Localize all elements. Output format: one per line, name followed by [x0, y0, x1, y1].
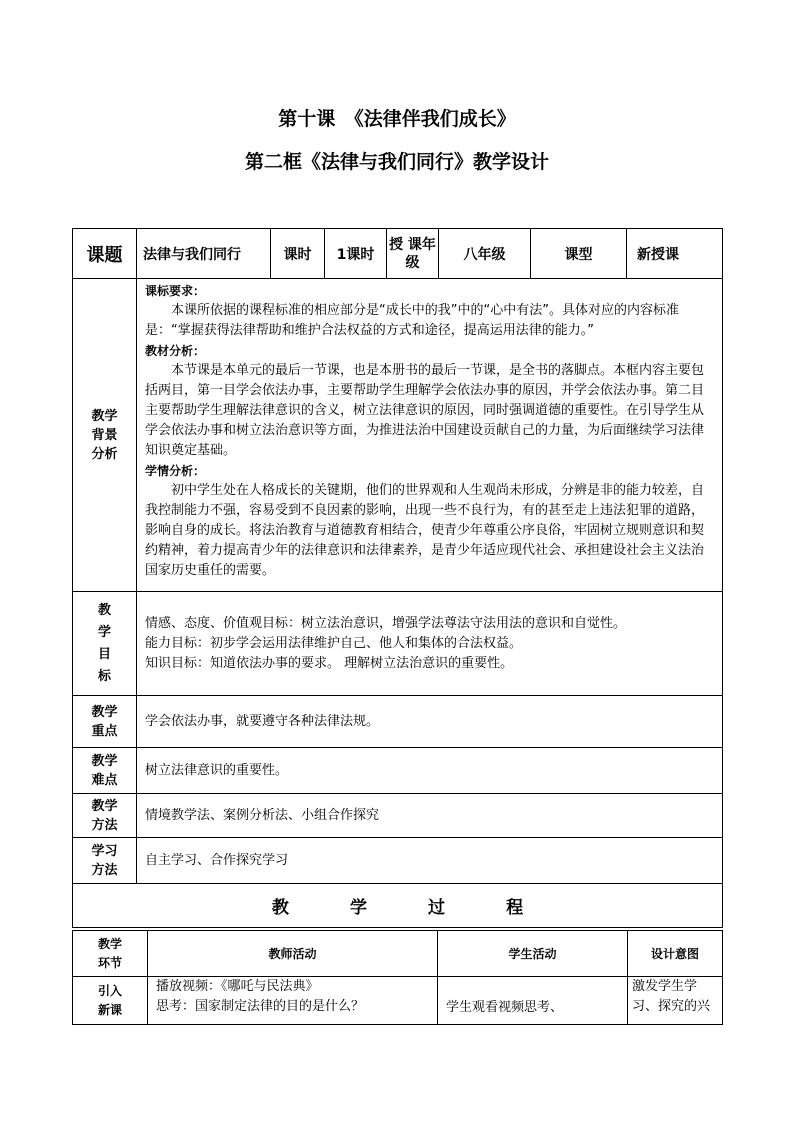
student-heading: 学情分析： [145, 464, 206, 478]
hours-label: 课时 [271, 229, 325, 279]
hours-value: 1课时 [325, 229, 387, 279]
curriculum-text: 本课所依据的课程标准的相应部分是“成长中的我”中的“心中有法”。具体对应的内容标准是：“掌握获得法律帮助和维护合法权益的方式和途径，提高运用法律的能力。” [145, 303, 679, 338]
method-label: 教学方法 [73, 794, 137, 838]
goals-label: 教学目标 [73, 592, 137, 696]
curriculum-heading: 课标要求： [145, 284, 206, 298]
goal-emotion: 情感、态度、价值观目标：树立法治意识，增强学法尊法守法用法的意识和自觉性。 [145, 615, 627, 631]
grade-value: 八年级 [439, 229, 531, 279]
col-student-header: 学生活动 [438, 931, 628, 977]
topic-value: 法律与我们同行 [137, 229, 271, 279]
textbook-heading: 教材分析： [145, 344, 206, 358]
teacher-activity-line1: 播放视频：《哪吒与民法典》 [156, 979, 319, 994]
type-value: 新授课 [627, 229, 723, 279]
background-label: 教学背景分析 [73, 279, 137, 592]
difficulty-text: 树立法律意识的重要性。 [137, 748, 723, 794]
grade-label: 授 课年级 [387, 229, 439, 279]
design-intent: 激发学生学习、探究的兴 [628, 977, 723, 1025]
stage-intro: 引入新课 [73, 977, 148, 1025]
topic-label: 课题 [73, 229, 137, 279]
student-activity: 学生观看视频思考、 [438, 977, 628, 1025]
lesson-plan-table [72, 228, 723, 928]
student-text: 初中学生处在人格成长的关键期，他们的世界观和人生观尚未形成，分辨是非的能力较差，自我控制能力不强，容易受到不良因素的影响，出现一些不良行为，有的甚至走上违法犯罪的道路，影响自身的成长。将法治教育与道德教育相结合，使青少年尊重公序良俗，牢固树立规则意识和契约精神，着力提高青少年的法律意识和法律素养，是青少年适应现代社会、承担建设社会主义法治国家历史重任的需要。 [145, 483, 705, 578]
textbook-text: 本节课是本单元的最后一节课，也是本册书的最后一节课，是全书的落脚点。本框内容主要包括两目，第一目学会依法办事，主要帮助学生理解学会依法办事的原因，并学会依法办事。第二目主要帮助学生理解法律意识的含义，树立法律意识的原因，同时强调道德的重要性。在引导学生从学会依法办事和树立法治意识等方面，为推进法治中国建设贡献自己的力量，为后面继续学习法律知识奠定基础。 [145, 363, 705, 458]
teacher-activity [148, 977, 438, 1025]
process-heading [73, 884, 723, 928]
process-char-1: 教 [271, 898, 289, 918]
process-char-2: 学 [349, 898, 367, 918]
process-char-4: 程 [506, 898, 524, 918]
page-title: 第十课 《法律伴我们成长》 [278, 108, 516, 130]
learning-text: 自主学习、合作探究学习 [137, 838, 723, 884]
col-stage-header: 教学环节 [73, 931, 148, 977]
goal-ability: 能力目标：初步学会运用法律维护自己、他人和集体的合法权益。 [145, 635, 523, 651]
teacher-activity-line2: 思考：国家制定法律的目的是什么？ [156, 999, 365, 1014]
page-subtitle: 第二框《法律与我们同行》教学设计 [244, 151, 549, 173]
col-teacher-header: 教师活动 [148, 931, 438, 977]
difficulty-label: 教学难点 [73, 748, 137, 794]
background-content [137, 279, 723, 592]
key-point-label: 教学重点 [73, 696, 137, 748]
goal-knowledge: 知识目标：知道依法办事的要求。 理解树立法治意识的重要性。 [145, 655, 514, 671]
type-label: 课型 [531, 229, 627, 279]
method-text: 情境教学法、案例分析法、小组合作探究 [137, 794, 723, 838]
goals-content [137, 592, 723, 696]
process-char-3: 过 [428, 898, 446, 918]
col-intent-header: 设计意图 [628, 931, 723, 977]
process-table [72, 930, 723, 1025]
learning-label: 学习方法 [73, 838, 137, 884]
key-point-text: 学会依法办事，就要遵守各种法律法规。 [137, 696, 723, 748]
